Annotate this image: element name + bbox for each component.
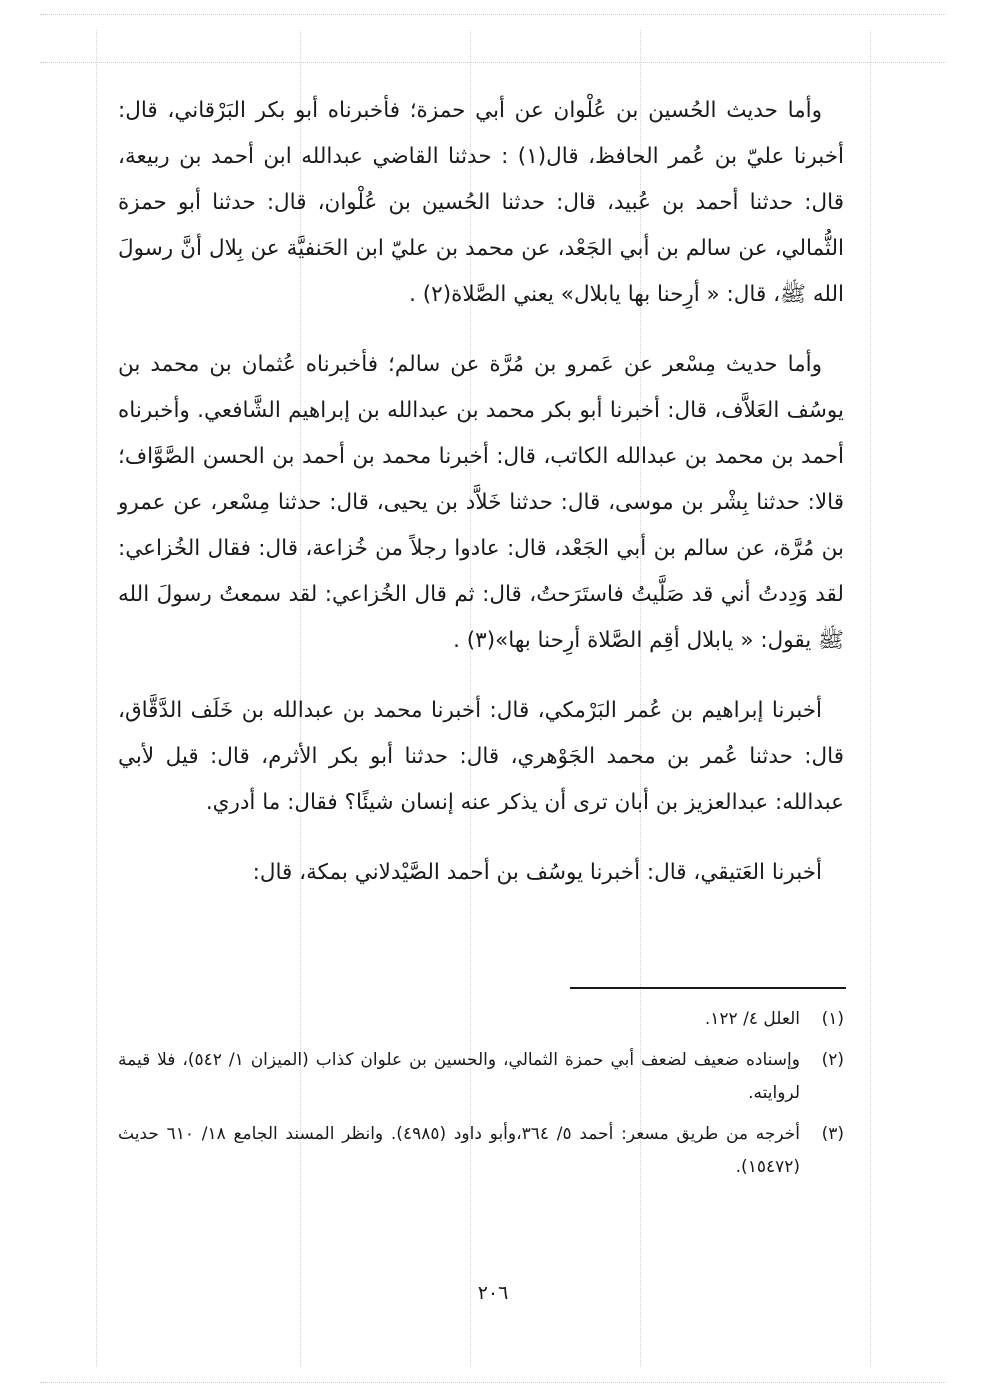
footnote-number: (٣)	[821, 1124, 844, 1144]
footnote-number: (٢)	[821, 1050, 844, 1070]
footnote-item	[118, 1044, 844, 1110]
scan-artifact-line	[40, 62, 946, 63]
page-number: ٢٠٦	[477, 1282, 509, 1304]
footnote-separator	[570, 987, 846, 989]
footnote-text: أخرجه من طريق مسعر: أحمد ٥/ ٣٦٤،وأبو داود (٤٩٨٥). وانظر المسند الجامع ١٨/ ٦١٠ حديث (١٥٤٧٢).	[118, 1124, 801, 1177]
paragraph-barmaki: أخبرنا إبراهيم بن عُمر البَرْمكي، قال: أخبرنا محمد بن عبدالله بن خَلَف الدَّقَّاق، قال: حدثنا عُمر بن محمد الجَوْهري، قال: حدثنا أبو بكر الأثرم، قال: قيل لأبي عبدالله: عبدالعزيز بن أبان ترى أن يذكر عنه إنسان شيئًا؟ فقال: ما أدري.	[118, 698, 844, 815]
footnote-text: العلل ٤/ ١٢٢.	[704, 1009, 800, 1029]
footnote-item	[118, 1118, 844, 1184]
paragraph-atiqi: أخبرنا العَتيقي، قال: أخبرنا يوسُف بن أحمد الصَّيْدلاني بمكة، قال:	[252, 860, 822, 885]
scan-artifact-line	[40, 14, 946, 15]
footnote-number: (١)	[821, 1009, 844, 1029]
footnote-item	[118, 1003, 844, 1036]
paragraph-misar: وأما حديث مِسْعر عن عَمرو بن مُرَّة عن سالم؛ فأخبرناه عُثمان بن محمد بن يوسُف العَلاَّف، قال: أخبرنا أبو بكر محمد بن عبدالله بن إبراهيم الشَّافعي. وأخبرناه أحمد بن محمد بن عبدالله الكاتب، قال: أخبرنا محمد بن أحمد بن الحسن الصَّوَّاف؛ قالا: حدثنا بِشْر بن موسى، قال: حدثنا خَلاَّد بن يحيى، قال: حدثنا مِسْعر، عن عمرو بن مُرَّة، عن سالم بن أبي الجَعْد، قال: عادوا رجلاً من خُزاعة، قال: فقال الخُزاعي: لقد وَدِدتُ أني قد صَلَّيتُ فاستَرَحتُ، قال: ثم قال الخُزاعي: لقد سمعتُ رسولَ الله ﷺ يقول: « يابلال أقِم الصَّلاة أرِحنا بها»(٣) .	[118, 352, 844, 653]
scan-artifact-vline	[96, 30, 97, 1367]
paragraph-husayn-ibn-ulwan: وأما حديث الحُسين بن عُلْوان عن أبي حمزة؛ فأخبرناه أبو بكر البَرْقاني، قال: أخبرنا عليّ بن عُمر الحافظ، قال(١) : حدثنا القاضي عبدالله ابن أحمد بن ربيعة، قال: حدثنا أحمد بن عُبيد، قال: حدثنا الحُسين بن عُلْوان، قال: حدثنا أبو حمزة الثُّمالي، عن سالم بن أبي الجَعْد، عن محمد بن عليّ ابن الحَنفيَّة عن بِلال أنَّ رسولَ الله ﷺ، قال: « أرِحنا بها يابلال» يعني الصَّلاة(٢) .	[118, 98, 844, 307]
footnotes	[118, 1003, 844, 1192]
scan-artifact-line	[40, 1382, 946, 1383]
scan-artifact-vline	[870, 30, 871, 1367]
main-text	[118, 88, 844, 896]
footnote-text: وإسناده ضعيف لضعف أبي حمزة الثمالي، والحسين بن علوان كذاب (الميزان ١/ ٥٤٢)، فلا قيمة لروايته.	[118, 1050, 800, 1103]
